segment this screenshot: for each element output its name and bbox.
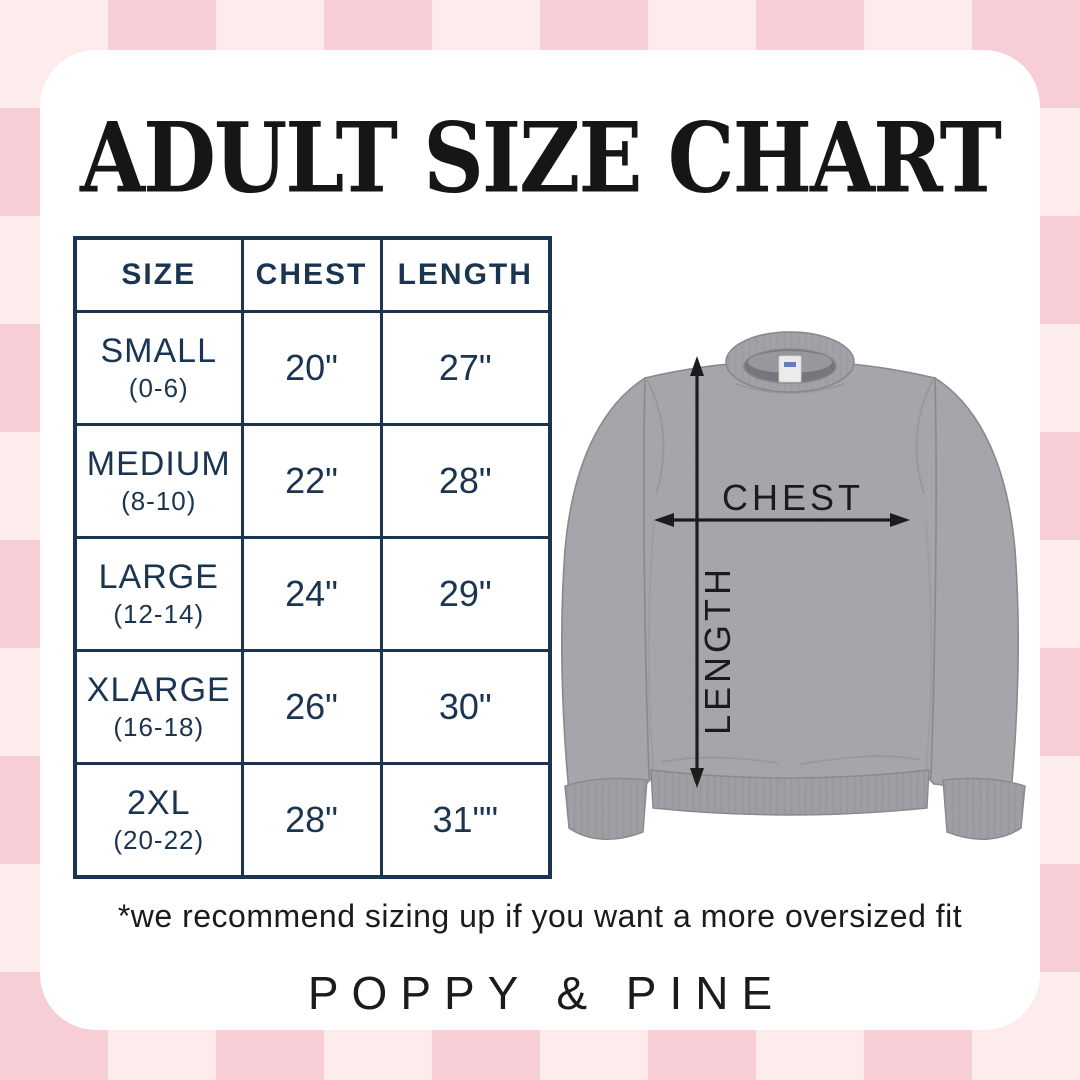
size-name: MEDIUM	[86, 445, 231, 483]
length-cell: 30"	[381, 651, 550, 764]
header-chest: CHEST	[242, 238, 381, 312]
size-cell	[75, 425, 242, 538]
size-name: LARGE	[98, 558, 219, 596]
sweatshirt-figure	[550, 320, 1040, 886]
size-range: (12-14)	[113, 599, 205, 630]
length-label: LENGTH	[697, 564, 738, 736]
header-size: SIZE	[75, 238, 242, 312]
size-cell	[75, 312, 242, 425]
chest-label: CHEST	[721, 477, 865, 518]
page-title: ADULT SIZE CHART	[79, 100, 1000, 215]
header-length: LENGTH	[381, 238, 550, 312]
table-header-row	[75, 238, 550, 312]
length-cell: 31""	[381, 764, 550, 878]
chest-cell: 20"	[242, 312, 381, 425]
size-table	[73, 236, 552, 879]
size-name: SMALL	[100, 332, 217, 370]
size-range: (8-10)	[121, 486, 197, 517]
table-row	[75, 764, 550, 878]
chest-cell: 26"	[242, 651, 381, 764]
length-cell: 27"	[381, 312, 550, 425]
size-cell	[75, 764, 242, 878]
size-name: 2XL	[127, 784, 191, 822]
brand-name: POPPY & PINE	[307, 967, 786, 1019]
footnote: *we recommend sizing up if you want a more oversized fit	[117, 898, 963, 934]
table-row	[75, 425, 550, 538]
size-range: (16-18)	[113, 712, 205, 743]
size-cell	[75, 651, 242, 764]
size-range: (0-6)	[128, 373, 189, 404]
size-name: XLARGE	[86, 671, 231, 709]
size-cell	[75, 538, 242, 651]
chest-cell: 22"	[242, 425, 381, 538]
table-row	[75, 312, 550, 425]
chest-cell: 28"	[242, 764, 381, 878]
table-row	[75, 651, 550, 764]
size-range: (20-22)	[113, 825, 205, 856]
chest-cell: 24"	[242, 538, 381, 651]
length-cell: 28"	[381, 425, 550, 538]
length-cell: 29"	[381, 538, 550, 651]
heather-texture	[550, 320, 1040, 886]
table-row	[75, 538, 550, 651]
